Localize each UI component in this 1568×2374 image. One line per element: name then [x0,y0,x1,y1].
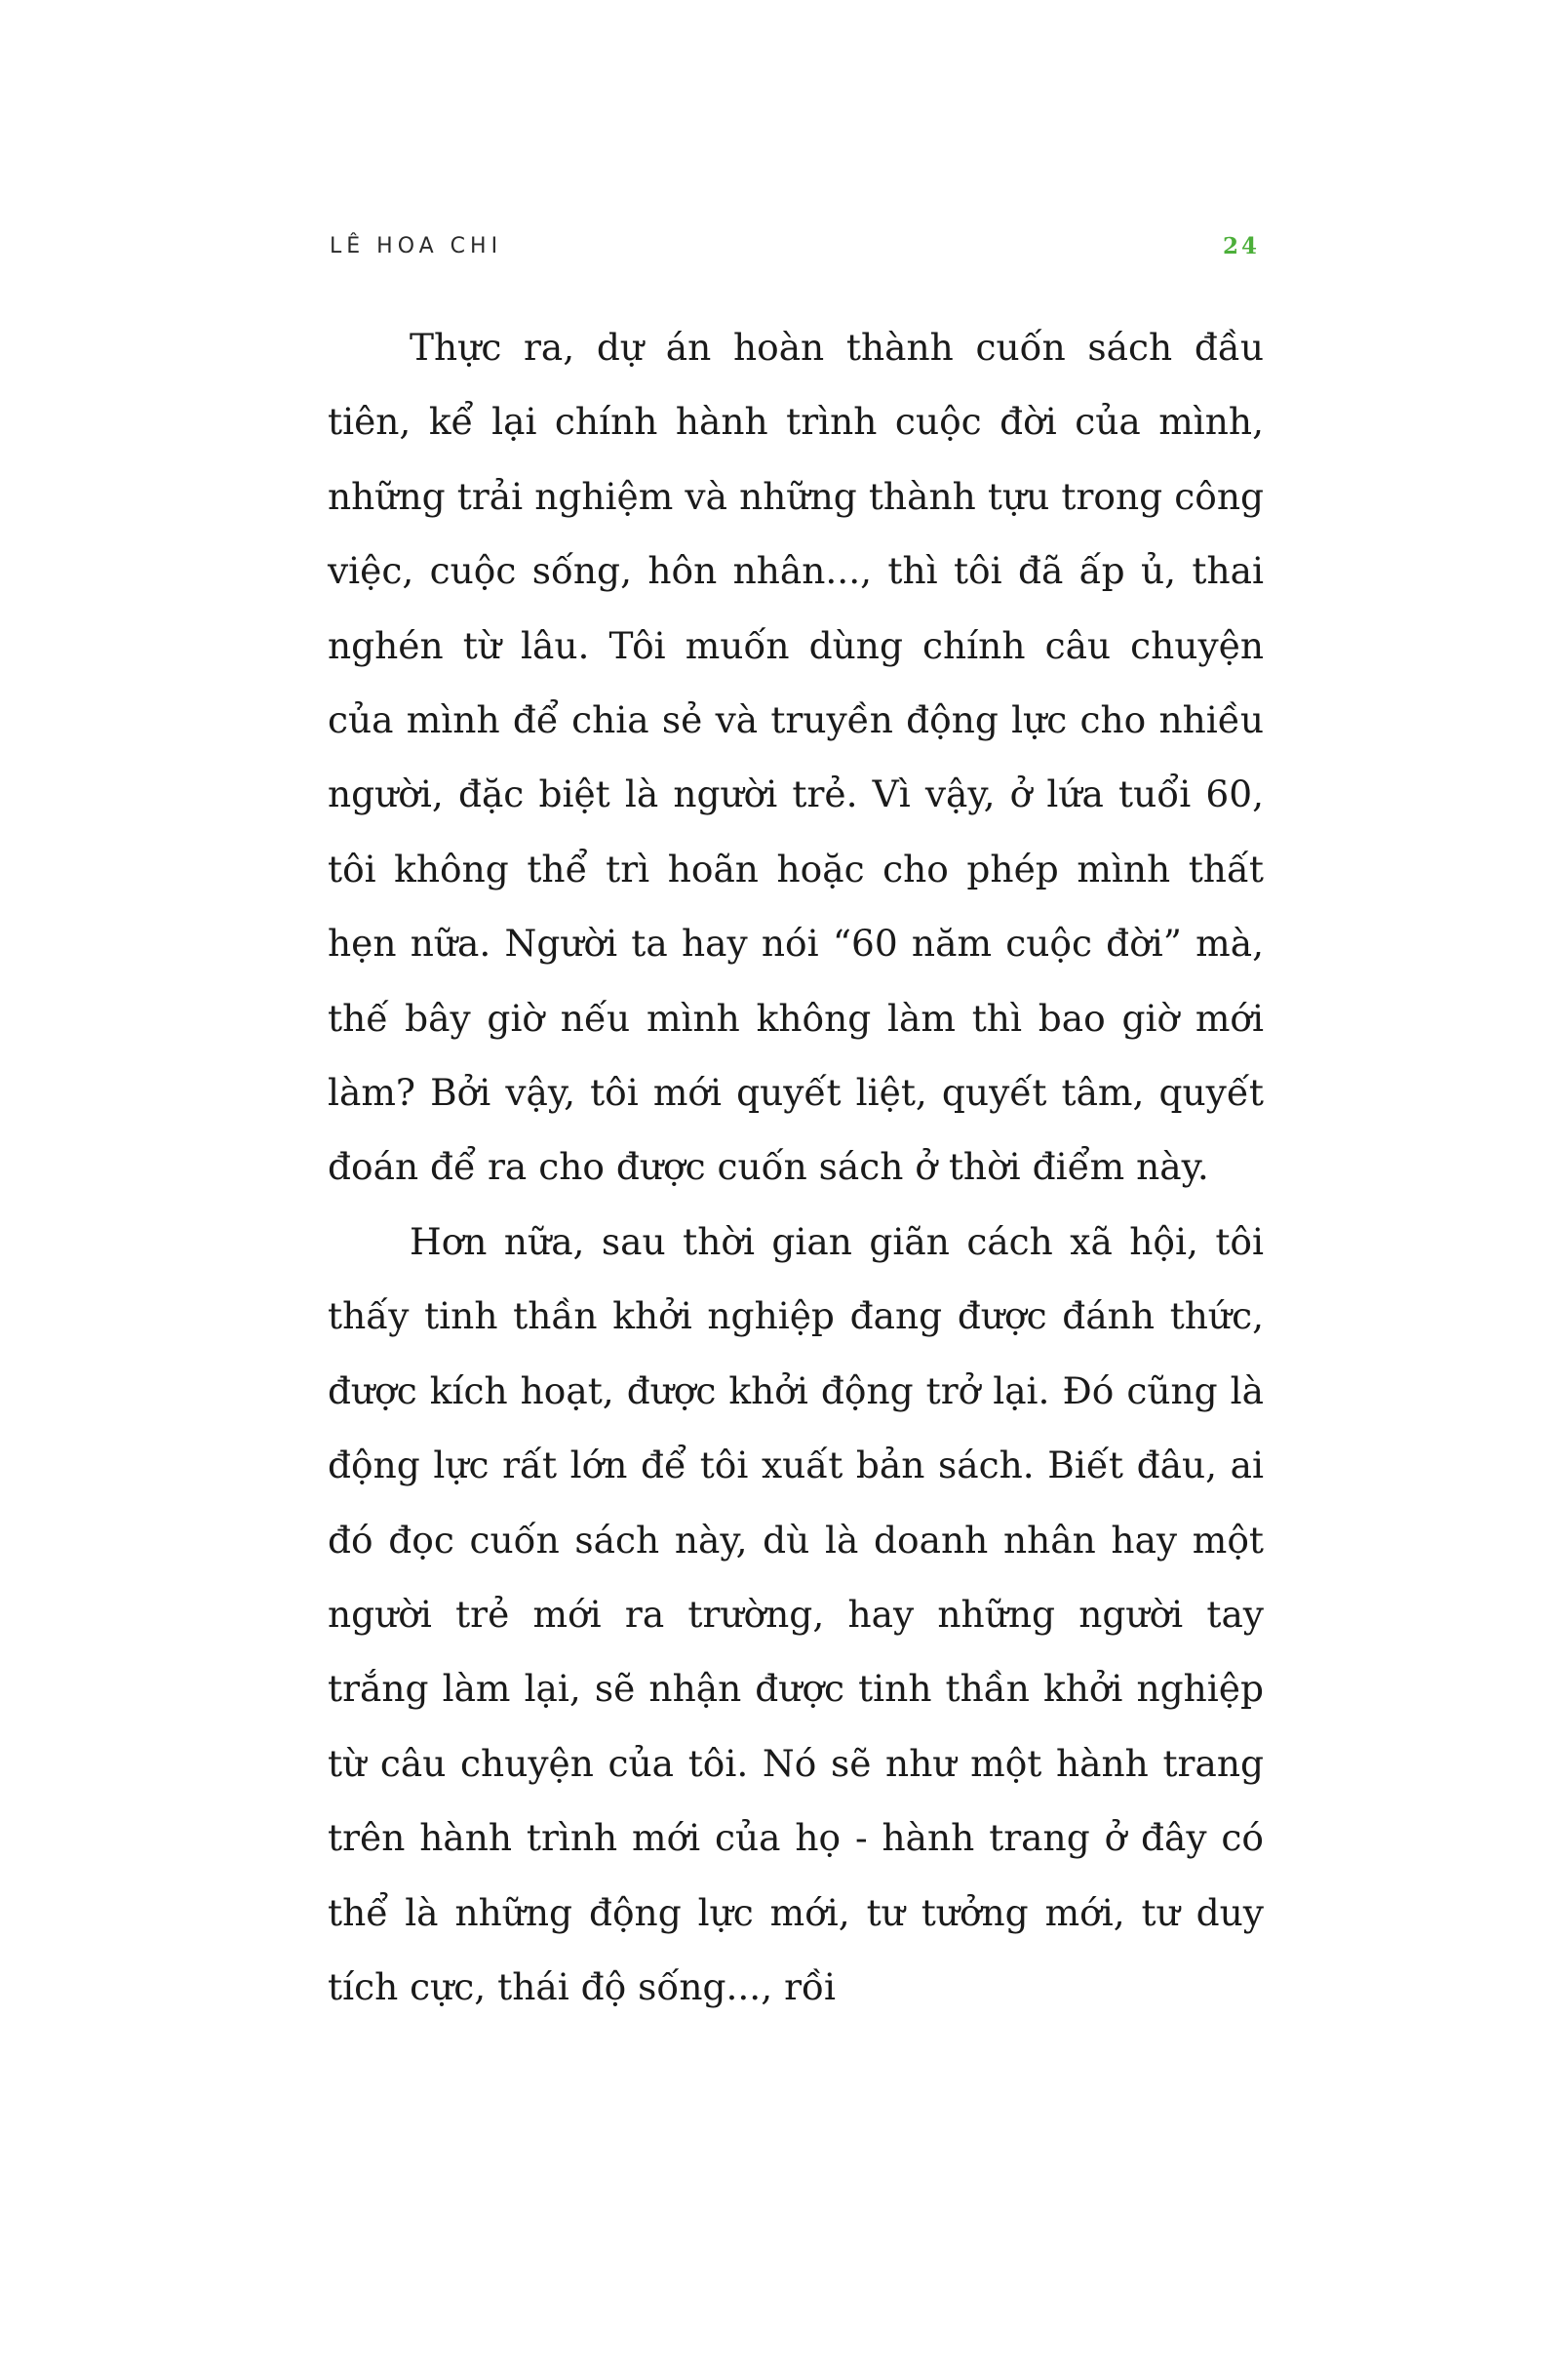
paragraph: Thực ra, dự án hoàn thành cuốn sách đầu tiên, kể lại chính hành trình cuộc đời của mình, những trải nghiệm và những thành tựu trong công việc, cuộc sống, hôn nhân..., thì tôi đã ấp ủ, thai nghén từ lâu. Tôi muốn dùng chính câu chuyện của mình để chia sẻ và truyền động lực cho nhiều người, đặc biệt là người trẻ. Vì vậy, ở lứa tuổi 60, tôi không thể trì hoãn hoặc cho phép mình thất hẹn nữa. Người ta hay nói “60 năm cuộc đời” mà, thế bây giờ nếu mình không làm thì bao giờ mới làm? Bởi vậy, tôi mới quyết liệt, quyết tâm, quyết đoán để ra cho được cuốn sách ở thời điểm này. [328,326,1264,1189]
page-number: 24 [1222,232,1260,259]
running-header [330,226,1260,265]
paragraph: Hơn nữa, sau thời gian giãn cách xã hội, tôi thấy tinh thần khởi nghiệp đang được đánh thức, được kích hoạt, được khởi động trở lại. Đó cũng là động lực rất lớn để tôi xuất bản sách. Biết đâu, ai đó đọc cuốn sách này, dù là doanh nhân hay một người trẻ mới ra trường, hay những người tay trắng làm lại, sẽ nhận được tinh thần khởi nghiệp từ câu chuyện của tôi. Nó sẽ như một hành trang trên hành trình mới của họ - hành trang ở đây có thể là những động lực mới, tư tưởng mới, tư duy tích cực, thái độ sống..., rồi [328,1219,1264,2008]
body-text [328,310,1264,2024]
author-name: LÊ HOA CHI [330,233,503,258]
